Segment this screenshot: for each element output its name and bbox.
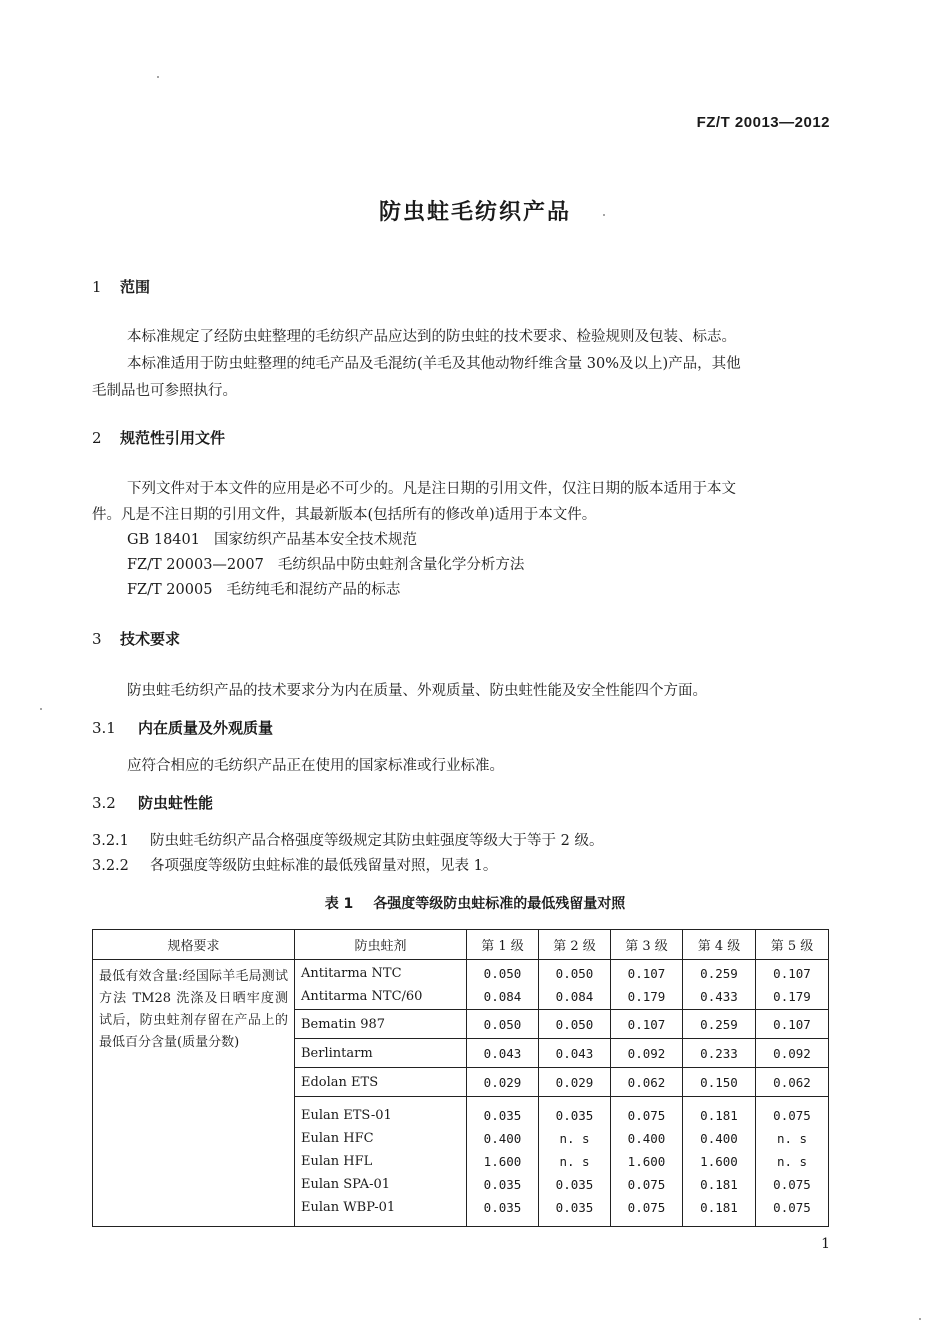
agent-cell (295, 960, 467, 1010)
agent-cell (295, 1068, 467, 1097)
grade-5-cell (756, 1039, 829, 1068)
section-title: 规范性引用文件 (120, 429, 226, 447)
section-2-paragraph-line-1: 下列文件对于本文件的应用是必不可少的。凡是注日期的引用文件，仅注日期的版本适用于本文 (127, 481, 736, 497)
table-row (93, 960, 829, 1010)
residue-value: 0.107 (627, 965, 666, 981)
column-header: 规格要求 (93, 930, 295, 960)
section-3-paragraph: 防虫蛀毛纺织产品的技术要求分为内在质量、外观质量、防虫蛀性能及安全性能四个方面。 (127, 683, 707, 699)
table-caption (0, 893, 950, 913)
section-number: 2 (92, 429, 102, 447)
scan-speck (157, 76, 159, 78)
section-number: 3 (92, 630, 102, 648)
residue-value: n. s (776, 1154, 808, 1169)
agent-name: Eulan WBP-01 (301, 1200, 396, 1215)
clause-text: 各项强度等级防虫蛀标准的最低残留量对照，见表 1。 (150, 858, 498, 874)
residue-value: 0.035 (555, 1177, 594, 1192)
agent-name: Antitarma NTC/60 (301, 988, 423, 1004)
residue-value: 0.233 (700, 1045, 738, 1061)
column-header: 第 3 级 (611, 930, 683, 960)
grade-4-cell (683, 1010, 756, 1039)
residue-value: 0.150 (700, 1074, 738, 1090)
residue-value: 1.600 (700, 1154, 738, 1169)
grade-5-cell (756, 1097, 829, 1227)
residue-value: 0.179 (627, 988, 666, 1004)
grade-2-cell (539, 1039, 611, 1068)
residue-value: 0.035 (483, 1108, 522, 1123)
column-header: 第 4 级 (683, 930, 756, 960)
residue-value: 0.075 (773, 1200, 811, 1215)
clause-number: 3.2.2 (92, 858, 129, 874)
residue-value: 1.600 (627, 1154, 666, 1169)
grade-5-cell (756, 1010, 829, 1039)
grade-4-cell (683, 1068, 756, 1097)
clause-number: 3.2.1 (92, 833, 129, 849)
section-1-paragraph-2-line-2: 毛制品也可参照执行。 (92, 383, 237, 399)
residue-value: 0.179 (773, 988, 811, 1004)
residue-value: 0.107 (627, 1016, 666, 1032)
clause-text: 防虫蛀毛纺织产品合格强度等级规定其防虫蛀强度等级大于等于 2 级。 (150, 833, 604, 849)
reference-item (127, 578, 400, 599)
residue-value: 0.084 (555, 988, 594, 1004)
residue-value: 0.035 (483, 1177, 522, 1192)
section-3-2-heading (92, 792, 213, 813)
residue-standards-table (92, 929, 829, 1227)
grade-4-cell (683, 1039, 756, 1068)
residue-value: 0.043 (555, 1045, 594, 1061)
grade-1-cell (467, 1010, 539, 1039)
section-3-1-heading (92, 717, 273, 738)
agent-name: Eulan SPA-01 (301, 1177, 391, 1192)
section-number: 3.1 (92, 719, 116, 737)
column-header: 防虫蛀剂 (295, 930, 467, 960)
agent-name: Berlintarm (301, 1045, 373, 1061)
column-header: 第 2 级 (539, 930, 611, 960)
section-title: 范围 (120, 278, 151, 296)
residue-value: 0.259 (700, 1016, 738, 1032)
residue-value: 1.600 (483, 1154, 522, 1169)
grade-1-cell (467, 1068, 539, 1097)
residue-value: 0.050 (555, 1016, 594, 1032)
requirement-cell: 最低有效含量:经国际羊毛局测试方法 TM28 洗涤及日晒牢度测试后，防虫蛀剂存留在产品上的最低百分含量(质量分数) (93, 960, 295, 1227)
scan-speck (603, 214, 605, 216)
clause-3-2-1 (92, 829, 603, 850)
residue-value: 0.075 (627, 1200, 666, 1215)
agent-cell (295, 1010, 467, 1039)
section-title: 内在质量及外观质量 (138, 719, 274, 737)
reference-title: 国家纺织产品基本安全技术规范 (213, 532, 417, 548)
section-2-paragraph-line-2: 件。凡是不注日期的引用文件，其最新版本(包括所有的修改单)适用于本文件。 (92, 507, 597, 523)
grade-2-cell (539, 1068, 611, 1097)
reference-title: 毛纺织品中防虫蛀剂含量化学分析方法 (277, 557, 525, 573)
clause-3-2-2 (92, 854, 497, 875)
residue-value: 0.181 (700, 1177, 738, 1192)
residue-value: 0.075 (773, 1177, 811, 1192)
table-header-row (93, 930, 829, 960)
residue-value: 0.107 (773, 1016, 811, 1032)
agent-name: Eulan HFL (301, 1154, 373, 1169)
residue-value: n. s (559, 1154, 590, 1169)
residue-value: 0.043 (483, 1045, 522, 1061)
grade-2-cell (539, 960, 611, 1010)
scan-speck (40, 708, 42, 710)
grade-5-cell (756, 960, 829, 1010)
residue-value: 0.075 (627, 1108, 666, 1123)
grade-1-cell (467, 1039, 539, 1068)
residue-value: 0.050 (483, 1016, 522, 1032)
section-1-paragraph-1: 本标准规定了经防虫蛀整理的毛纺织产品应达到的防虫蛀的技术要求、检验规则及包装、标志。 (127, 329, 736, 345)
residue-value: 0.062 (627, 1074, 666, 1090)
residue-value: 0.107 (773, 965, 811, 981)
residue-value: 0.181 (700, 1108, 738, 1123)
reference-title: 毛纺纯毛和混纺产品的标志 (226, 582, 401, 598)
residue-value: 0.035 (483, 1200, 522, 1215)
table-caption-number: 表 1 (324, 896, 354, 912)
document-number: FZ/T 20013—2012 (696, 114, 830, 131)
section-1-heading (92, 276, 150, 297)
column-header: 第 1 级 (467, 930, 539, 960)
residue-value: 0.029 (555, 1074, 594, 1090)
reference-code: GB 18401 (127, 532, 200, 548)
residue-value: 0.050 (483, 965, 522, 981)
reference-code: FZ/T 20003—2007 (127, 557, 264, 573)
grade-4-cell (683, 960, 756, 1010)
agent-cell (295, 1097, 467, 1227)
section-2-heading (92, 427, 225, 448)
document-title: 防虫蛀毛纺织产品 (378, 200, 571, 225)
residue-value: 0.181 (700, 1200, 738, 1215)
page-number: 1 (821, 1236, 830, 1252)
section-number: 3.2 (92, 794, 116, 812)
section-number: 1 (92, 278, 102, 296)
grade-5-cell (756, 1068, 829, 1097)
residue-value: 0.400 (483, 1131, 522, 1146)
residue-value: 0.075 (627, 1177, 666, 1192)
residue-value: 0.050 (555, 965, 594, 981)
residue-value: 0.062 (773, 1074, 811, 1090)
agent-name: Bematin 987 (301, 1016, 386, 1032)
residue-value: 0.035 (555, 1108, 594, 1123)
section-1-paragraph-2-line-1: 本标准适用于防虫蛀整理的纯毛产品及毛混纺(羊毛及其他动物纤维含量 30%及以上)产品，其他 (127, 356, 741, 372)
residue-value: 0.084 (483, 988, 522, 1004)
section-title: 技术要求 (120, 630, 181, 648)
scan-speck (919, 1318, 921, 1320)
grade-3-cell (611, 1068, 683, 1097)
residue-value: n. s (776, 1131, 808, 1146)
agent-name: Eulan HFC (301, 1131, 374, 1146)
grade-4-cell (683, 1097, 756, 1227)
residue-value: 0.035 (555, 1200, 594, 1215)
grade-3-cell (611, 960, 683, 1010)
agent-cell (295, 1039, 467, 1068)
grade-2-cell (539, 1097, 611, 1227)
grade-1-cell (467, 1097, 539, 1227)
section-title: 防虫蛀性能 (138, 794, 214, 812)
residue-value: 0.075 (773, 1108, 811, 1123)
grade-3-cell (611, 1010, 683, 1039)
residue-value: 0.092 (773, 1045, 811, 1061)
section-3-heading (92, 628, 180, 649)
column-header: 第 5 级 (756, 930, 829, 960)
grade-2-cell (539, 1010, 611, 1039)
residue-value: 0.029 (483, 1074, 522, 1090)
reference-code: FZ/T 20005 (127, 582, 213, 598)
table-caption-title: 各强度等级防虫蛀标准的最低残留量对照 (373, 896, 626, 912)
residue-value: 0.400 (700, 1131, 738, 1146)
agent-name: Edolan ETS (301, 1074, 379, 1090)
grade-3-cell (611, 1039, 683, 1068)
residue-value: 0.433 (700, 988, 738, 1004)
reference-item (127, 553, 524, 574)
residue-value: n. s (559, 1131, 590, 1146)
reference-item (127, 528, 417, 549)
grade-1-cell (467, 960, 539, 1010)
agent-name: Antitarma NTC (301, 965, 402, 981)
grade-3-cell (611, 1097, 683, 1227)
residue-value: 0.400 (627, 1131, 666, 1146)
section-3-1-paragraph: 应符合相应的毛纺织产品正在使用的国家标准或行业标准。 (127, 758, 504, 774)
agent-name: Eulan ETS-01 (301, 1108, 392, 1123)
residue-value: 0.259 (700, 965, 738, 981)
residue-value: 0.092 (627, 1045, 666, 1061)
